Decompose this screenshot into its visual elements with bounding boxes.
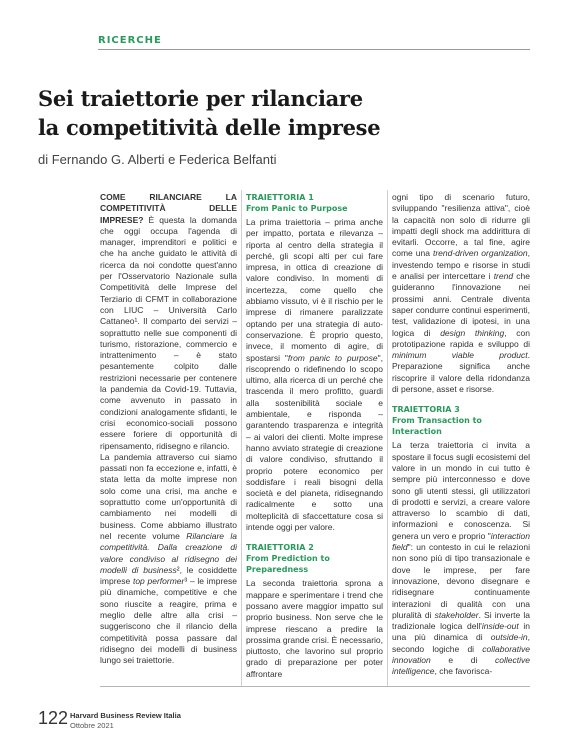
col3-text-b: , investendo tempo e risorse in studi e analisi per intercettare i [392, 248, 530, 282]
lead-question: COME RILANCIARE LA COMPETITIVITÀ DELLE IMPRESE? [100, 192, 237, 225]
column1-p2-text-b: ², le cosiddette imprese [100, 564, 237, 587]
title-line-2: la competitività delle imprese [38, 115, 381, 140]
traj1-text-a: La prima traiettoria – prima anche per impatto, portata e rilevanza – riporta al centro della strategia il perché, gli scopi alti per cui fare impresa, in ottica di creazione di valore condiviso. In momenti di incertezza, come quello che abbiamo vissuto, vi è il rischio per le imprese di rimanere paralizzate optando per una strategia di auto-conservazione. È proprio questo, invece, il momento di agire, di spostarsi " [246, 217, 383, 363]
column-2 [246, 192, 383, 685]
traj3-text-g: , che favorisca- [434, 666, 493, 677]
traj3-text-e: , secondo logiche di [392, 632, 530, 654]
col3-em-3: design thinking [440, 327, 505, 338]
trajectory-1-label: TRAIETTORIA 1 [246, 193, 314, 202]
traj3-em-4: outside-in [490, 632, 528, 643]
traj3-em-1: interaction field [392, 530, 530, 553]
column3-paragraph-1 [392, 192, 530, 395]
traj3-em-2: stakeholder [434, 609, 479, 620]
book-title: Rilanciare la competitività. Dalla creazione di valore condiviso al ridisegno dei modelli di business [100, 530, 237, 575]
bottom-rule [100, 686, 530, 687]
traj3-text-a: La terza traiettoria ci invita a spostare il focus sugli ecosistemi del valore in un mondo in cui tutto è sempre più interconnesso e dove sono gli utenti stessi, gli utilizzatori di prodotti e servizi, a creare valore attraverso lo scambio di dati, informazioni e conoscenza. Si genera un vero e proprio " [392, 440, 530, 541]
column1-p1-text: È questa la domanda che oggi occupa l'agenda di manager, imprenditori e politici e che ha anche guidato le attività di ricerca da noi condotte quest'anno per l'Osservatorio Nazionale sulla Competitività delle Imprese del Terziario di CFMT in collaborazione con LIUC – Università Carlo Cattaneo¹. Il comparto dei servizi – soprattutto nelle sue componenti di turismo, ristorazione, commercio e intrattenimento – è stato pesantemente colpito dalle restrizioni necessarie per contenere la pandemia da Covid-19. Tuttavia, come avvenuto in passato in condizioni analogamente sfidanti, le crisi economico-sociali possono essere foriere di opportunità di ripensamento, ridisegno e rilancio. [100, 214, 237, 451]
trajectory-1-title: From Panic to Purpose [246, 204, 348, 213]
col3-text-e: . Preparazione significa anche riscoprire il valore della ridondanza di persone, asset e risorse. [392, 350, 530, 395]
column-1 [100, 192, 237, 685]
traj1-text-b: ", riscoprendo o ridefinendo lo scopo ultimo, alla ricerca di un perché che trascenda il mero profitto, guardi alla sostenibilità sociale e ambientale, e risponda – garantendo trasparenza e integrità – ai valori dei clienti. Molte imprese hanno avviato strategie di creazione di valore condiviso, sfruttando il proprio potere economico per soddisfare i reali bisogni della società e del pianeta, ridisegnando radicalmente e sotto una molteplicità di sfaccettature cosa si intende oggi per valore. [246, 352, 383, 533]
column1-p2-text-c: ³ – le imprese più dinamiche, competitive e che sono riuscite a reagire, prima e meglio delle altre alla crisi – suggeriscono che il rilancio della competitività possa passare dal ridisegno dei modelli di business lungo sei traiettorie. [100, 576, 237, 666]
top-rule [98, 49, 530, 50]
issue-date: Ottobre 2021 [70, 721, 114, 730]
column-divider-2 [387, 190, 388, 686]
column1-paragraph-1 [100, 192, 237, 452]
traj3-em-5: collaborative innovation [392, 643, 530, 665]
traj3-text-b: ": un contesto in cui le relazioni non sono più di tipo transazionale e dove le imprese, per fare innovazione, devono disegnare e ridisegnare continuamente interazioni di qualità con una pluralità di [392, 542, 530, 620]
page-number: 122 [38, 708, 69, 728]
trajectory-2-paragraph: La seconda traiettoria sprona a mappare e sperimentare i trend che possano avere maggior impatto sul proprio business. Non serve che le imprese riescano a predire la prossima grande crisi. È necessario, piuttosto, che lavorino sul proprio grado di preparazione per poter affrontare [246, 578, 383, 679]
trajectory-2-label: TRAIETTORIA 2 [246, 543, 314, 553]
byline: di Fernando G. Alberti e Federica Belfanti [38, 152, 277, 167]
traj1-emphasis: from panic to purpose [287, 352, 378, 363]
trajectory-3-title: From Transaction to Interaction [392, 416, 482, 437]
traj3-em-3: inside-out [481, 621, 519, 632]
magazine-name: Harvard Business Review Italia [70, 711, 181, 720]
title-line-1: Sei traiettorie per rilanciare [38, 86, 363, 111]
trajectory-1-paragraph [246, 217, 383, 533]
top-performer-term: top performer [132, 576, 185, 587]
traj3-text-f: e di [430, 654, 496, 665]
col3-text-a: ogni tipo di scenario futuro, sviluppando "resilienza attiva", cioè la capacità non solo di ridurre gli impatti degli shock ma addirittura di evitarli. Occorre, a tal fine, agire come una [392, 192, 530, 259]
col3-em-1: trend-driven organization [432, 248, 528, 259]
column-3 [392, 192, 530, 685]
trajectory-3-paragraph [392, 440, 530, 677]
column1-p2-text-a: La pandemia attraverso cui siamo passati non fa eccezione e, infatti, è stata letta da molte imprese non solo come una crisi, ma anche e soprattutto come un'opportunità di cambiamento nei modelli di business. Come abbiamo illustrato nel recente volume [100, 451, 237, 541]
traj3-text-d: in una più dinamica di [392, 621, 530, 643]
col3-em-2: trend [493, 271, 514, 282]
column-divider-1 [241, 190, 242, 686]
traj3-em-6: collective intelligence [392, 654, 530, 677]
trajectory-2-title: From Prediction to Preparedness [246, 554, 330, 575]
column1-paragraph-2 [100, 452, 237, 667]
trajectory-3-label: TRAIETTORIA 3 [392, 405, 460, 415]
section-label: RICERCHE [98, 35, 162, 46]
col3-text-d: , con prototipazione rapida e sviluppo di [392, 327, 530, 349]
traj3-text-c: . Si inverte la tradizionale logica dell' [392, 609, 530, 632]
article-title [38, 84, 380, 142]
col3-em-4: minimum viable product [392, 350, 528, 361]
col3-text-c: che guideranno l'innovazione nei prossimi anni. Centrale diventa saper condurre continui esperimenti, test, validazione di ipotesi, in una logica di [392, 271, 530, 338]
